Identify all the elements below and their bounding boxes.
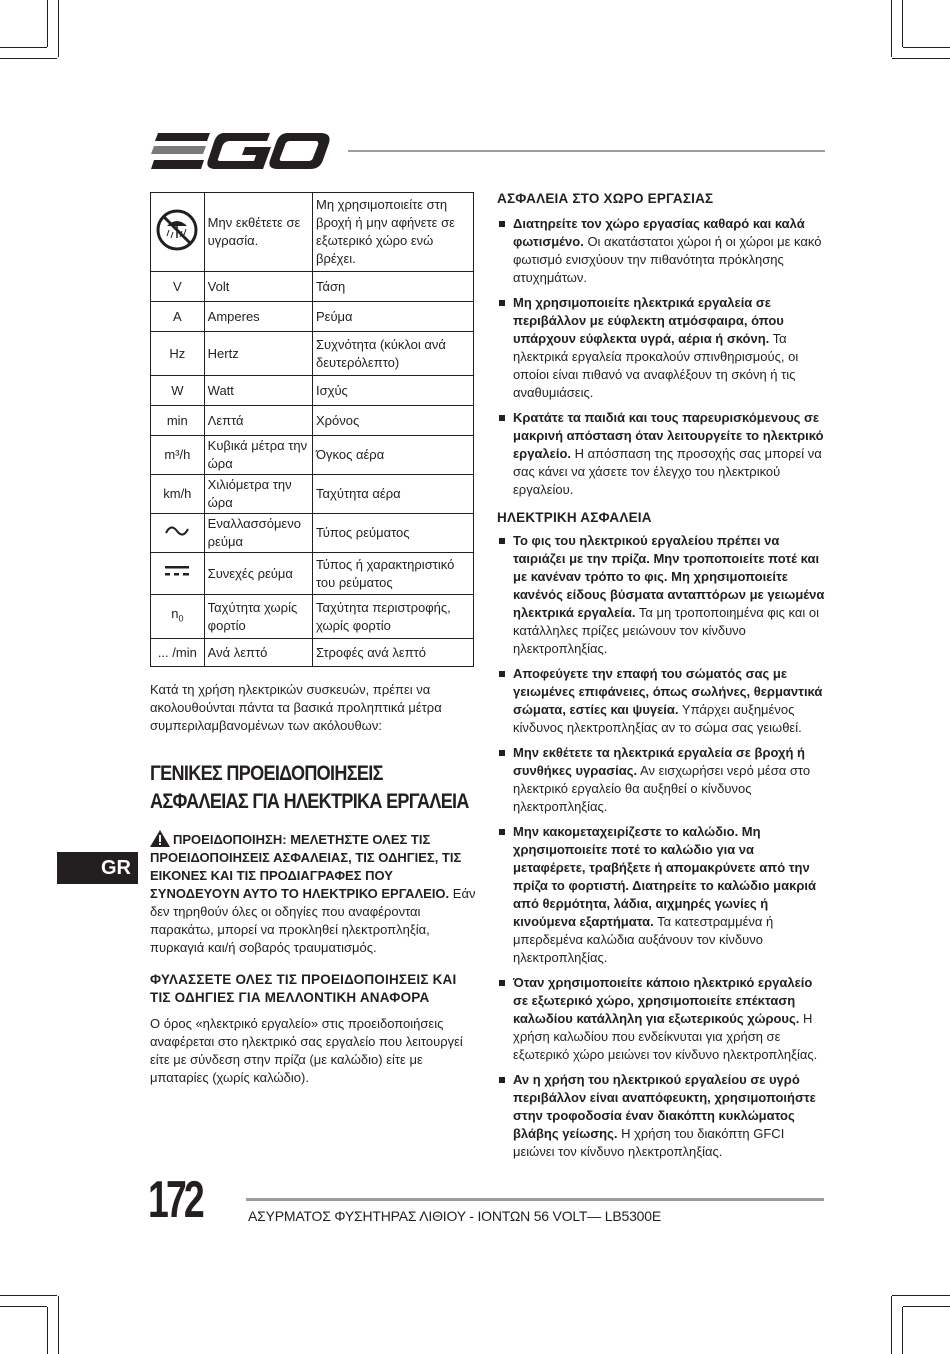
item-text: Η χρήση καλωδίου που ενδείκνυται για χρήση σε εξωτερικό χώρο μειώνει τον κίνδυνο ηλεκτροπληξίας. (513, 1011, 818, 1062)
item-bold: Αν η χρήση του ηλεκτρικού εργαλείου σε υγρό περιβάλλον είναι αναπόφευκτη, χρησιμοποιήστε στην τροφοδοσία έναν διακόπτη κυκλώματος βλάβης γείωσης. (513, 1072, 816, 1141)
symbol-name: Κυβικά μέτρα την ώρα (204, 436, 312, 475)
list-item (497, 744, 827, 816)
table-row (151, 272, 474, 302)
symbol-cell: A (151, 302, 205, 332)
crop-mark (0, 1295, 57, 1296)
table-row (151, 553, 474, 595)
list-item (497, 974, 827, 1064)
list-item (497, 409, 827, 499)
electrical-safety-heading: ΗΛΕΚΤΡΙΚΗ ΑΣΦΑΛΕΙΑ (497, 510, 652, 525)
item-bold: Μην κακομεταχειρίζεστε το καλώδιο. Μη χρησιμοποιείτε ποτέ το καλώδιο για να μεταφέρετε, τραβήξετε ή απομακρύνετε από την πρίζα το φορτιστή. Διατηρείτε το καλώδιο μακριά από θερμότητα, λάδια, αιχμηρές γωνίες ή κινούμενα εξαρτήματα. (513, 824, 817, 929)
crop-mark (903, 47, 950, 48)
list-item (497, 532, 827, 658)
item-text: Αν εισχωρήσει νερό μέσα στο ηλεκτρικό εργαλείο θα αυξηθεί ο κίνδυνος ηλεκτροπληξίας. (513, 763, 811, 814)
symbol-meaning: Συχνότητα (κύκλοι ανά δευτερόλεπτο) (312, 332, 473, 376)
crop-mark (0, 47, 47, 48)
symbol-cell: $n_0$ (151, 595, 205, 639)
symbol-name: Χιλιόμετρα την ώρα (204, 475, 312, 514)
intro-text: Κατά τη χρήση ηλεκτρικών συσκευών, πρέπει να ακολουθούνται πάντα τα βασικά προληπτικά μέτρα συμπεριλαμβανομένων των ακόλουθων: (150, 682, 442, 733)
symbol-name: Hertz (204, 332, 312, 376)
list-item (497, 665, 827, 737)
ego-logo (150, 132, 332, 170)
crop-mark (892, 58, 950, 59)
symbol-name: Εναλλασσόμενο ρεύμα (204, 514, 312, 553)
symbol-meaning: Ταχύτητα αέρα (312, 475, 473, 514)
list-item (497, 294, 827, 402)
warning-text: Εάν δεν τηρηθούν όλες οι οδηγίες που αναφέρονται παρακάτω, μπορεί να προκληθεί ηλεκτροπληξία, πυρκαγιά και/ή σοβαρός τραυματισμός. (150, 886, 476, 955)
list-item (497, 823, 827, 967)
symbol-cell: ... /min (151, 639, 205, 667)
symbol-name: Ανά λεπτό (204, 639, 312, 667)
item-text: Υπάρχει αυξημένος κίνδυνος ηλεκτροπληξίας αν το σώμα σας γειωθεί. (513, 702, 802, 735)
left-column (150, 681, 480, 1087)
item-bold: Διατηρείτε τον χώρο εργασίας καθαρό και καλά φωτισμένο. (513, 216, 805, 249)
item-bold: Κρατάτε τα παιδιά και τους παρευρισκόμενους σε μακρινή απόσταση όταν λειτουργείτε το ηλεκτρικό εργαλείο. (513, 410, 824, 461)
item-text: Τα ηλεκτρικά εργαλεία προκαλούν σπινθηρισμούς, οι οποίοι είναι πιθανό να αναφλέξουν τη σκόνη ή τις αναθυμιάσεις. (513, 331, 799, 400)
symbol-meaning: Στροφές ανά λεπτό (312, 639, 473, 667)
symbol-cell: m³/h (151, 436, 205, 475)
footer-rule (246, 1198, 824, 1201)
bullet-icon (499, 221, 505, 227)
table-row (151, 436, 474, 475)
crop-mark (903, 1306, 950, 1307)
crop-mark (902, 1307, 903, 1354)
crop-mark (892, 1295, 950, 1296)
symbol-name: Amperes (204, 302, 312, 332)
warning-icon (150, 830, 170, 847)
table-row (151, 406, 474, 436)
warning-paragraph (150, 830, 480, 957)
symbol-cell (151, 193, 205, 272)
symbol-meaning: Ρεύμα (312, 302, 473, 332)
alternating-current-icon (164, 524, 190, 538)
crop-mark (47, 0, 48, 47)
symbol-meaning: Τύπος ρεύματος (312, 514, 473, 553)
item-text: Η χρήση του διακόπτη GFCI μειώνει τον κίνδυνο ηλεκτροπληξίας. (513, 1126, 785, 1159)
bullet-icon (499, 538, 505, 544)
table-row (151, 193, 474, 272)
item-text: Τα κατεστραμμένα ή μπερδεμένα καλώδια αυξάνουν τον κίνδυνο ηλεκτροπληξίας. (513, 914, 774, 965)
table-row (151, 376, 474, 406)
electrical-safety-list (497, 532, 827, 1161)
work-area-heading: ΑΣΦΑΛΕΙΑ ΣΤΟ ΧΩΡΟ ΕΡΓΑΣΙΑΣ (497, 191, 714, 206)
symbol-name: Λεπτά (204, 406, 312, 436)
work-area-list (497, 215, 827, 499)
symbol-meaning: Τάση (312, 272, 473, 302)
direct-current-icon (164, 564, 190, 578)
symbol-meaning: Χρόνος (312, 406, 473, 436)
item-bold: Μην εκθέτετε τα ηλεκτρικά εργαλεία σε βροχή ή συνθήκες υγρασίας. (513, 745, 805, 778)
list-item (497, 215, 827, 287)
keep-instructions-heading: ΦΥΛΑΣΣΕΤΕ ΟΛΕΣ ΤΙΣ ΠΡΟΕΙΔΟΠΟΙΗΣΕΙΣ ΚΑΙ ΤΙΣ ΟΔΗΓΙΕΣ ΓΙΑ ΜΕΛΛΟΝΤΙΚΗ ΑΝΑΦΟΡΑ (150, 972, 457, 1005)
crop-mark (58, 0, 59, 57)
table-row (151, 475, 474, 514)
symbol-meaning: Όγκος αέρα (312, 436, 473, 475)
item-bold: Όταν χρησιμοποιείτε κάποιο ηλεκτρικό εργαλείο σε εξωτερικό χώρο, χρησιμοποιείτε επέκταση καλωδίου κατάλληλη για εξωτερικούς χώρους. (513, 975, 813, 1026)
table-row (151, 639, 474, 667)
item-bold: Το φις του ηλεκτρικού εργαλείου πρέπει να ταιριάζει με την πρίζα. Μην τροποποιείτε ποτέ και με κανέναν τρόπο το φις. Μη χρησιμοποιείτε κανένός είδους βύσματα ανταπτόρων με γειωμένα ηλεκτρικά εργαλεία. (513, 533, 825, 620)
bullet-icon (499, 671, 505, 677)
symbol-cell: min (151, 406, 205, 436)
symbol-meaning: Μη χρησιμοποιείτε στη βροχή ή μην αφήνετε σε εξωτερικό χώρο ενώ βρέχει. (312, 193, 473, 272)
bullet-icon (499, 300, 505, 306)
symbol-meaning: Ταχύτητα περιστροφής, χωρίς φορτίο (312, 595, 473, 639)
item-text: Η απόσπαση της προσοχής σας μπορεί να σας κάνει να χάσετε τον έλεγχο του ηλεκτρικού εργαλείου. (513, 446, 822, 497)
no-rain-icon (155, 208, 199, 252)
symbol-table (150, 192, 474, 667)
header-rule (348, 150, 825, 152)
symbol-meaning: Ισχύς (312, 376, 473, 406)
right-column (497, 190, 827, 1168)
symbol-name: Μην εκθέτετε σε υγρασία. (204, 193, 312, 272)
crop-mark (58, 1296, 59, 1354)
list-item (497, 1071, 827, 1161)
crop-mark (47, 1307, 48, 1354)
item-text: Τα μη τροποποιημένα φις και οι κατάλληλες πρίζες μειώνουν τον κίνδυνο ηλεκτροπληξίας. (513, 605, 820, 656)
symbol-cell (151, 514, 205, 553)
bullet-icon (499, 415, 505, 421)
symbol-name: Συνεχές ρεύμα (204, 553, 312, 595)
table-row (151, 332, 474, 376)
crop-mark (0, 1306, 47, 1307)
symbol-cell: Hz (151, 332, 205, 376)
warning-bold-text: ΠΡΟΕΙΔΟΠΟΙΗΣΗ: ΜΕΛΕΤΗΣΤΕ ΟΛΕΣ ΤΙΣ ΠΡΟΕΙΔΟΠΟΙΗΣΕΙΣ ΑΣΦΑΛΕΙΑΣ, ΤΙΣ ΟΔΗΓΙΕΣ, ΤΙΣ ΕΙΚΟΝΕΣ ΚΑΙ ΤΙΣ ΠΡΟΔΙΑΓΡΑΦΕΣ ΠΟΥ ΣΥΝΟΔΕΥΟΥΝ ΑΥΤΟ ΤΟ ΗΛΕΚΤΡΙΚΟ ΕΡΓΑΛΕΙΟ. (150, 832, 462, 901)
crop-mark (902, 0, 903, 47)
footer-title: ΑΣΥΡΜΑΤΟΣ ΦΥΣΗΤΗΡΑΣ ΛΙΘΙΟΥ - ΙΟΝΤΩΝ 56 VOLT— LB5300E (248, 1208, 661, 1224)
bullet-icon (499, 980, 505, 986)
symbol-cell: km/h (151, 475, 205, 514)
language-tab: GR (57, 852, 138, 884)
term-definition: Ο όρος «ηλεκτρικό εργαλείο» στις προειδοποιήσεις αναφέρεται στο ηλεκτρικό σας εργαλείο που λειτουργεί είτε με σύνδεση στην πρίζα (με καλώδιο) είτε με μπαταρίες (χωρίς καλώδιο). (150, 1016, 463, 1085)
symbol-meaning: Τύπος ή χαρακτηριστικό του ρεύματος (312, 553, 473, 595)
main-heading: ΓΕΝΙΚΕΣ ΠΡΟΕΙΔΟΠΟΙΗΣΕΙΣ ΑΣΦΑΛΕΙΑΣ ΓΙΑ ΗΛΕΚΤΡΙΚΑ ΕΡΓΑΛΕΙΑ (150, 762, 469, 813)
symbol-name: Ταχύτητα χωρίς φορτίο (204, 595, 312, 639)
crop-mark (891, 0, 892, 57)
crop-mark (0, 58, 57, 59)
bullet-icon (499, 750, 505, 756)
bullet-icon (499, 1077, 505, 1083)
symbol-cell: V (151, 272, 205, 302)
page-number: 172 (148, 1171, 202, 1229)
item-bold: Αποφεύγετε την επαφή του σώματός σας με γειωμένες επιφάνειες, όπως σωλήνες, θερμαντικά σώματα, εστίες και ψυγεία. (513, 666, 823, 717)
crop-mark (891, 1296, 892, 1354)
table-row (151, 302, 474, 332)
table-row (151, 514, 474, 553)
item-text: Οι ακατάστατοι χώροι ή οι χώροι με κακό φωτισμό ενισχύουν την πιθανότητα πρόκλησης ατυχημάτων. (513, 234, 822, 285)
bullet-icon (499, 829, 505, 835)
symbol-cell: W (151, 376, 205, 406)
table-row (151, 595, 474, 639)
symbol-name: Volt (204, 272, 312, 302)
symbol-name: Watt (204, 376, 312, 406)
item-bold: Μη χρησιμοποιείτε ηλεκτρικά εργαλεία σε περιβάλλον με εύφλεκτη ατμόσφαιρα, όπου υπάρχουν εύφλεκτα υγρά, αέρια ή σκόνη. (513, 295, 784, 346)
symbol-cell (151, 553, 205, 595)
